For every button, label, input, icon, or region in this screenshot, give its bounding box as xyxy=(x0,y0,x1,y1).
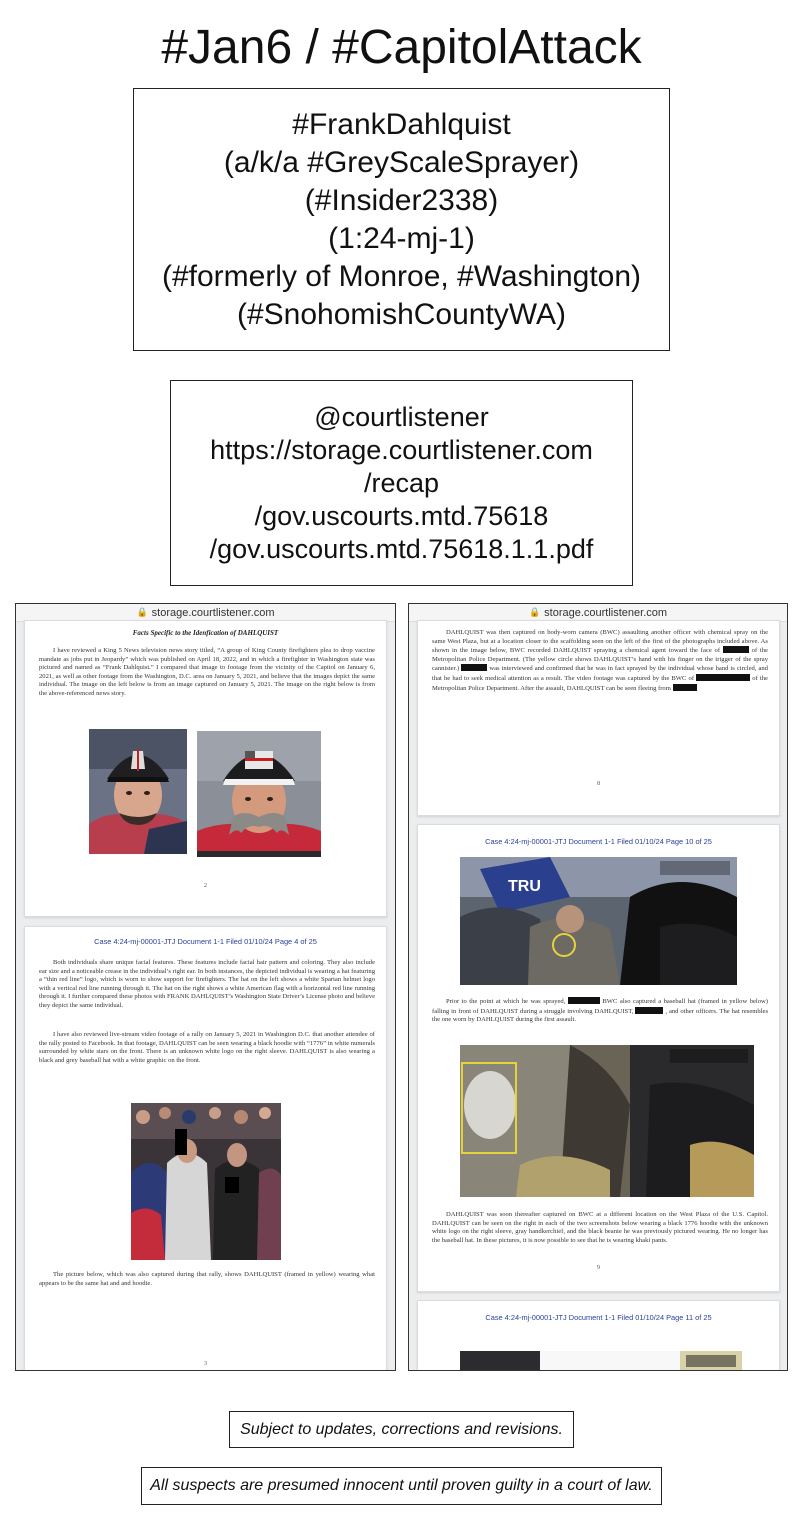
paragraph: I have reviewed a King 5 News television news story titled, “A group of King County firefighters plea to drop vaccine mandate as jobs put in Jeopardy” which was published on April 18, 2022, and in which a firefighter in Washington state was pictured and named as “Frank Dahlquist.” I compared that image to footage from the vicinity of the Capitol on January 6, 2021, as well as other footage from the Washington, D.C. area on January 5, 2021, and believe that the images depict the same individual. The image on the left below is from an image captured on January 5, 2021. The image on the right below is from the above-referenced news story. xyxy=(39,647,375,697)
photo-news-story-face xyxy=(197,731,321,857)
source-url-2: /recap xyxy=(363,467,440,498)
source-handle: @courtlistener xyxy=(314,401,489,432)
address-bar-url: storage.courtlistener.com xyxy=(544,606,668,619)
document-page-10 xyxy=(417,824,780,1292)
page-number: 8 xyxy=(597,781,600,787)
paragraph-part: of the Metropolitan Police Department. After the assault, DAHLQUIST can be seen fleeing from xyxy=(432,674,768,692)
suspect-info-box xyxy=(133,88,670,351)
suspect-alias: (a/k/a #GreyScaleSprayer) xyxy=(223,145,580,179)
paragraph-part: of the Metropolitan Police Department. (The yellow circle shows DAHLQUIST’s hand with his finger on the trigger of the spray cannister.) xyxy=(432,647,768,673)
paragraph: I have also reviewed live-stream video footage of a rally on January 5, 2021 in Washington D.C. that another attendee of the rally posted to Facebook. In that footage, DAHLQUIST can be seen wearing a black hoodie with “1776” in white numerals surrounded by white stars on the front. There is an unknown white logo on the right sleeve. DAHLQUIST is also wearing a black and grey baseball hat with a white graphic on the front. xyxy=(39,1031,375,1064)
lock-icon: 🔒 xyxy=(136,607,148,617)
page-number: 9 xyxy=(597,1265,600,1271)
paragraph-part: BWC also captured a baseball hat (framed in yellow below) falling in front of DAHLQUIST during a struggle involving DAHLQUIST, xyxy=(432,998,769,1015)
case-number: (1:24-mj-1) xyxy=(328,221,475,255)
right-document-screenshot xyxy=(408,603,788,1371)
document-page-8 xyxy=(417,620,780,816)
redaction-bar xyxy=(723,646,749,653)
location-line: (#formerly of Monroe, #Washington) xyxy=(161,259,642,293)
case-header: Case 4:24-mj-00001-JTJ Document 1-1 Filed 01/10/24 Page 4 of 25 xyxy=(94,937,317,946)
case-header: Case 4:24-mj-00001-JTJ Document 1-1 Filed 01/10/24 Page 10 of 25 xyxy=(485,837,712,846)
source-url-4: /gov.uscourts.mtd.75618.1.1.pdf xyxy=(209,533,594,564)
bwc-screenshot-spray xyxy=(460,857,737,985)
photo-rally-crowd xyxy=(131,1103,281,1260)
redaction-bar xyxy=(461,664,487,671)
lock-icon: 🔒 xyxy=(528,607,541,617)
source-box xyxy=(170,380,633,586)
document-page-4 xyxy=(24,926,387,1371)
paragraph xyxy=(432,997,768,1025)
page-number: 3 xyxy=(204,1361,207,1367)
redaction-bar xyxy=(673,684,697,691)
redaction-bar xyxy=(568,997,600,1004)
paragraph-part: was interviewed and confirmed that he was in fact sprayed by the individual whose hand is circled, and that he had to seek medical attention as a result. The video footage was captured by the BWC of xyxy=(432,665,768,682)
source-url-3: /gov.uscourts.mtd.75618 xyxy=(254,500,549,531)
document-page-11 xyxy=(417,1300,780,1371)
insider-number: (#Insider2338) xyxy=(304,183,499,217)
photo-rally-face xyxy=(89,729,187,854)
paragraph-part: Prior to the point at which he was sprayed, xyxy=(446,998,566,1005)
address-bar-url: storage.courtlistener.com xyxy=(151,606,275,619)
page-title: #Jan6 / #CapitolAttack xyxy=(161,21,642,74)
paragraph xyxy=(432,629,768,693)
paragraph: Both individuals share unique facial features. These features include facial hair pattern and coloring. They also include ear size and a noticeable crease in the individual’s right ear. In both instances, the depicted individual is wearing a hat featuring a “thin red line” logo, which is worn to show support for firefighters. The hat on the left shows a white Spartan helmet logo with a vertical red line running through it. The hat on the right shows a white American flag with a horizontal red line running through it. I further compared these photos with FRANK DAHLQUIST’s Washington State Driver’s License photo and believe they depict the same individual. xyxy=(39,959,375,1009)
case-header: Case 4:24-mj-00001-JTJ Document 1-1 Filed 01/10/24 Page 11 of 25 xyxy=(485,1313,712,1322)
section-heading: Facts Specific to the Idenfication of DAHLQUIST xyxy=(132,629,279,637)
left-document-screenshot xyxy=(15,603,396,1371)
document-page-2 xyxy=(24,620,387,917)
source-url-1: https://storage.courtlistener.com xyxy=(210,434,593,465)
svg-text:TRU: TRU xyxy=(508,878,541,895)
innocence-disclaimer: All suspects are presumed innocent until proven guilty in a court of law. xyxy=(141,1467,662,1505)
paragraph-part: , and other officers. The hat resembles the one worn by DAHLQUIST during the first assault. xyxy=(432,1007,769,1024)
suspect-name: #FrankDahlquist xyxy=(292,107,511,141)
redaction-bar xyxy=(635,1007,663,1014)
paragraph: DAHLQUIST was soon thereafter captured on BWC at a different location on the West Plaza of the U.S. Capitol. DAHLQUIST can be seen on the right in each of the two screenshots below wearing a black 1776 hoodie with the unknown white logo on the right sleeve, gray handkerchief, and the black beanie he was previously pictured wearing. He no longer has the baseball hat. In these pictures, it is now possible to see that he is wearing khaki pants. xyxy=(432,1211,768,1244)
bwc-screenshot-partial xyxy=(460,1351,742,1371)
county-line: (#SnohomishCountyWA) xyxy=(236,297,567,331)
redaction-bar xyxy=(696,674,750,681)
updates-disclaimer: Subject to updates, corrections and revisions. xyxy=(229,1411,574,1448)
paragraph: The picture below, which was also captured during that rally, shows DAHLQUIST (framed in yellow) wearing what appears to be the same hat and and hoodie. xyxy=(39,1271,375,1287)
bwc-screenshot-hat xyxy=(460,1045,754,1197)
paragraph-part: DAHLQUIST was then captured on body-worn camera (BWC) assaulting another officer with chemical spray on the same West Plaza, but at a location closer to the scaffolding seen on the left of the first of the photographs included above. As shown in the image below, BWC recorded DAHLQUIST spraying a chemical agent toward the face of xyxy=(432,629,768,655)
page-number: 2 xyxy=(204,883,207,889)
